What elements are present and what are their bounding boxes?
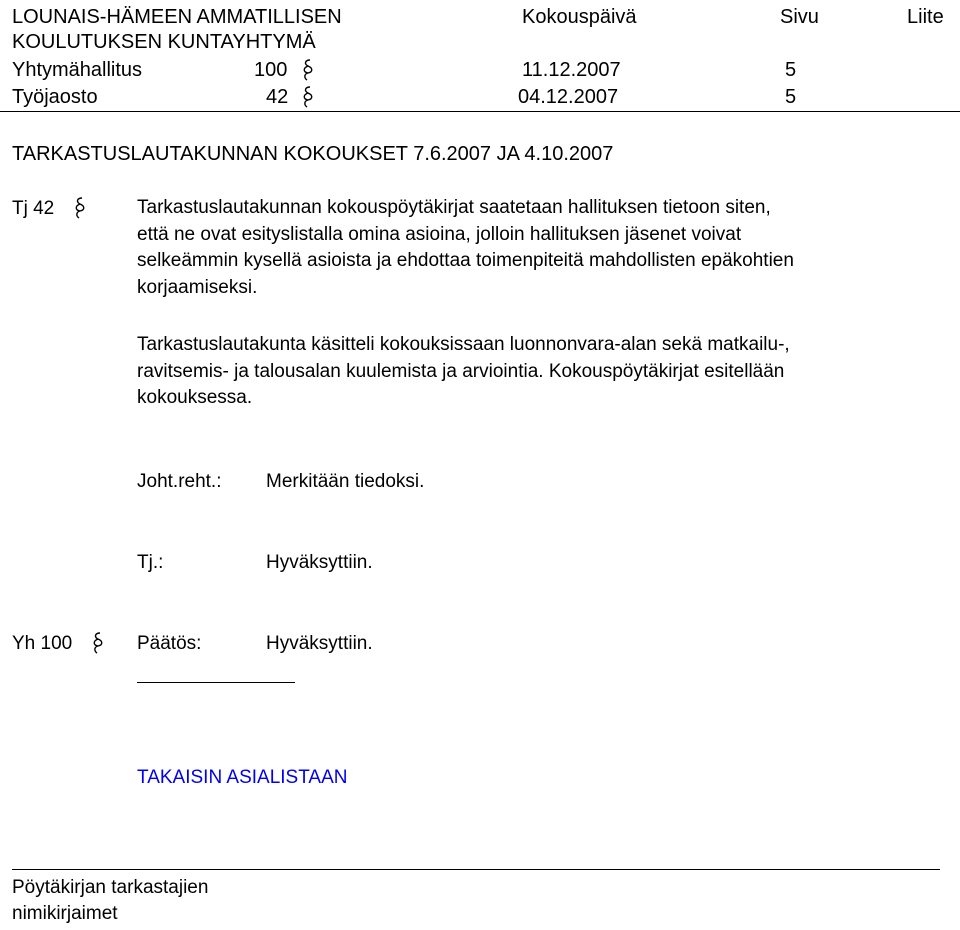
proposal-label: Joht.reht.: <box>137 471 222 492</box>
section-label: Tj 42 <box>12 198 55 219</box>
header-row-number: 42 <box>266 86 289 108</box>
column-header-page: Sivu <box>780 6 819 28</box>
paragraph-line: Tarkastuslautakunnan kokouspöytäkirjat saatetaan hallituksen tietoon siten, <box>137 197 771 218</box>
paragraph-2 <box>137 332 952 412</box>
footer-label-line1: Pöytäkirjan tarkastajien <box>12 877 209 898</box>
org-name-line2: KOULUTUKSEN KUNTAYHTYMÄ <box>12 31 316 53</box>
footer-label-line2: nimikirjaimet <box>12 903 118 924</box>
header-divider <box>0 111 960 112</box>
page-title: TARKASTUSLAUTAKUNNAN KOKOUKSET 7.6.2007 JA 4.10.2007 <box>12 143 614 165</box>
yh-label: Yh 100 <box>12 633 73 654</box>
section-sign-icon <box>302 58 314 82</box>
header-row-date: 11.12.2007 <box>522 59 621 81</box>
decision-text: Hyväksyttiin. <box>266 633 373 654</box>
header-row-date: 04.12.2007 <box>518 86 619 108</box>
paragraph-line: korjaamiseksi. <box>137 276 258 298</box>
paragraph-line: kokouksessa. <box>137 387 253 408</box>
column-header-date: Kokouspäivä <box>522 6 637 28</box>
decision-label: Päätös: <box>137 633 202 654</box>
paragraph-line: että ne ovat esityslistalla omina asioina, jolloin hallituksen jäsenet voivat <box>137 223 742 245</box>
org-name-line1: LOUNAIS-HÄMEEN AMMATILLISEN <box>12 6 342 28</box>
column-header-appendix: Liite <box>907 6 944 28</box>
header-row-body: Työjaosto <box>12 86 98 108</box>
header-row-page: 5 <box>785 59 797 81</box>
header-row-body: Yhtymähallitus <box>12 59 143 81</box>
back-to-agenda-link[interactable]: TAKAISIN ASIALISTAAN <box>137 767 348 788</box>
signature-line <box>137 682 295 683</box>
paragraph-line: Tarkastuslautakunta käsitteli kokouksissaan luonnonvara-alan sekä matkailu-, <box>137 334 790 355</box>
section-sign-icon <box>92 631 104 655</box>
proposal-text: Merkitään tiedoksi. <box>266 471 425 492</box>
header-row-number: 100 <box>254 59 288 81</box>
paragraph-line: selkeämmin kysellä asioista ja ehdottaa toimenpiteitä mahdollisten epäkohtien <box>137 250 794 271</box>
section-sign-icon <box>74 196 86 220</box>
section-sign-icon <box>302 85 314 109</box>
header-row-page: 5 <box>785 86 797 108</box>
tj-decision-text: Hyväksyttiin. <box>266 552 373 573</box>
paragraph-line: ravitsemis- ja talousalan kuulemista ja arviointia. Kokouspöytäkirjat esitellään <box>137 360 785 382</box>
footer-divider <box>12 869 940 870</box>
tj-decision-label: Tj.: <box>137 552 164 573</box>
paragraph-1 <box>137 195 952 301</box>
